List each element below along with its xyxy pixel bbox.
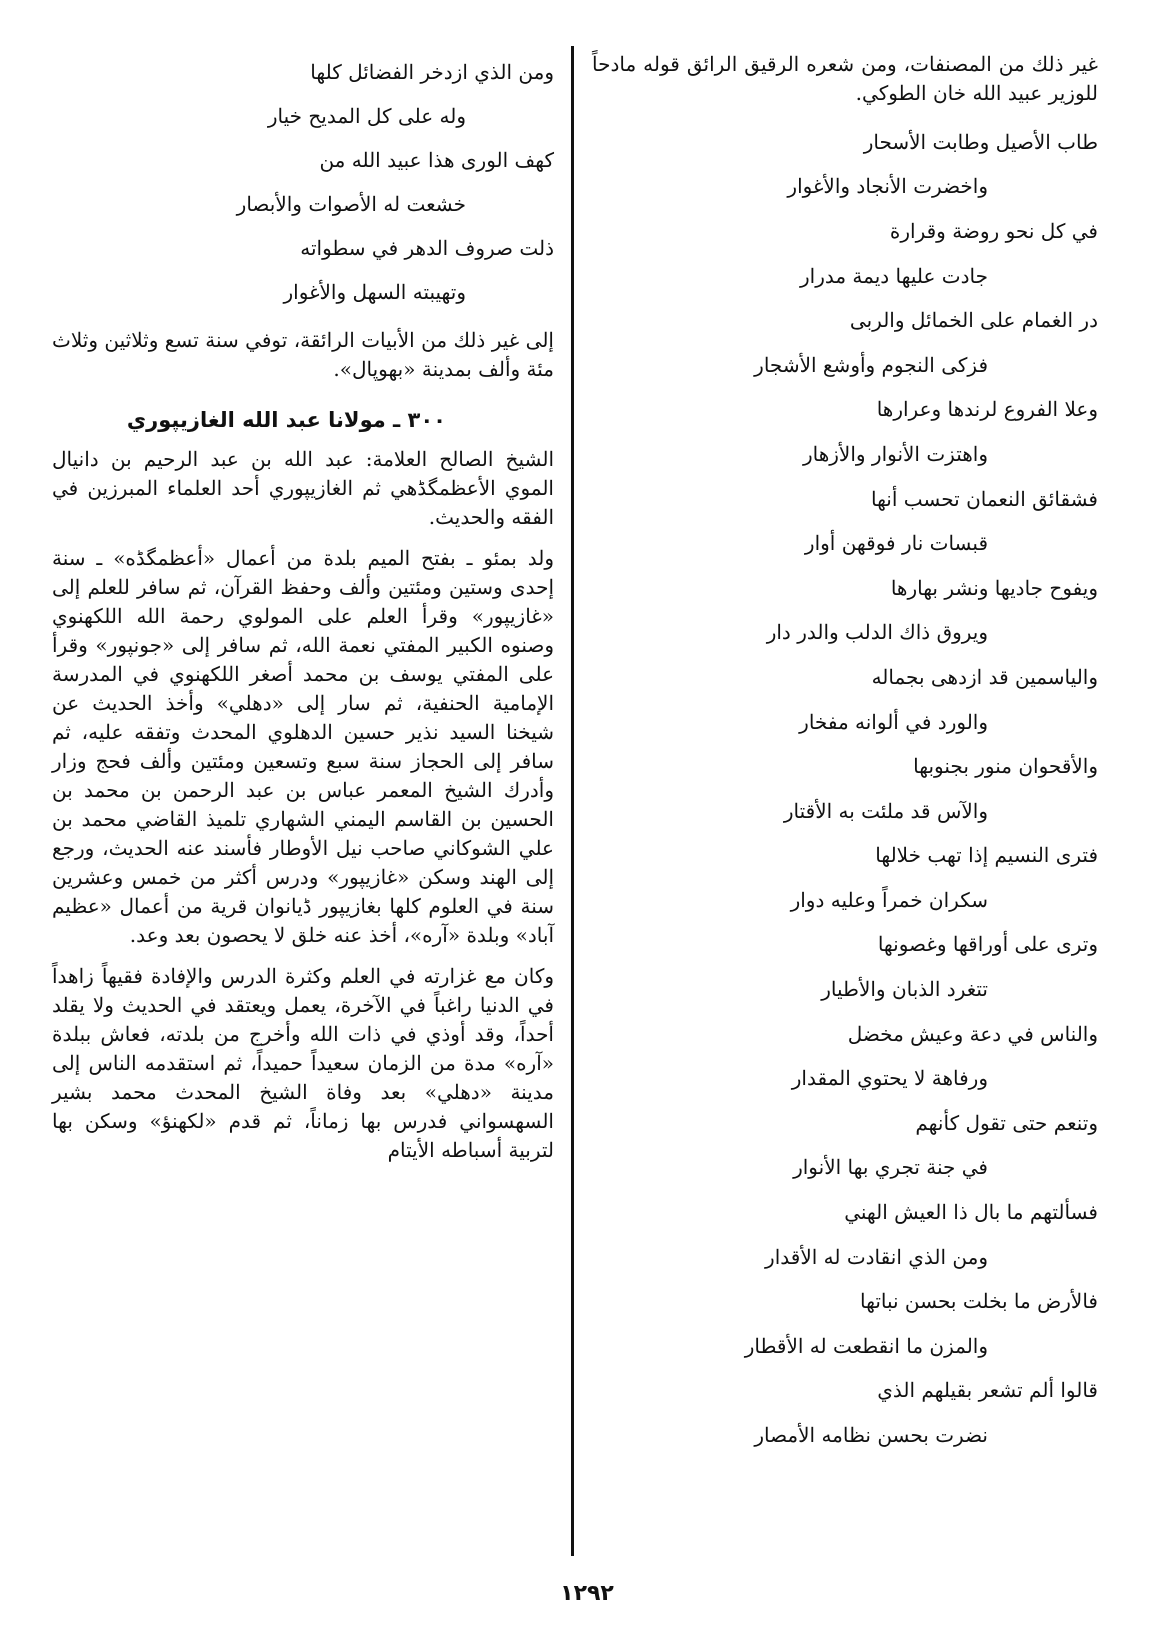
left-poem	[52, 50, 554, 314]
poem-verse: والياسمين قد ازدهى بجماله	[871, 664, 1098, 689]
entry-paragraph: الشيخ الصالح العلامة: عبد الله بن عبد الرحيم بن دانيال الموي الأعظمگڈهي ثم الغازيپوري أحد العلماء المبرزين في الفقه والحديث.	[52, 447, 554, 529]
entry-paragraph: ولد بمئو ـ بفتح الميم بلدة من أعمال «أعظمگڈه» ـ سنة إحدى وستين ومئتين وألف وحفظ القرآن، ثم سافر للعلم إلى «غازيپور» وقرأ العلم على المولوي رحمة الله اللكهنوي وصنوه الكبير المفتي نعمة الله، ثم سافر إلى «جونپور» وقرأ على المفتي يوسف بن محمد أصغر اللكهنوي في المدرسة الإمامية الحنفية، ثم سار إلى «دهلي» وأخذ الحديث عن شيخنا السيد نذير حسين الدهلوي المحدث وتفقه عليه، ثم سافر إلى الحجاز سنة سبع وتسعين ومئتين وألف فحج وزار وأدرك الشيخ المعمر عباس بن عبد الرحمن بن محمد بن الحسين بن القاسم اليمني الشهاري تلميذ القاضي محمد بن علي الشوكاني صاحب نيل الأوطار فأسند عنه الحديث، ورجع إلى الهند وسكن «غازيپور» ودرس أكثر من خمس وعشرين سنة في العلوم كلها بغازيپور ڈيانوان قرية من أعمال «عظيم آباد» وبلدة «آره»، أخذ عنه خلق لا يحصون بعد وعد.	[52, 546, 554, 947]
poem-verse: فشقائق النعمان تحسب أنها	[870, 486, 1098, 511]
column-divider	[571, 46, 574, 1556]
poem-verse: فالأرض ما بخلت بحسن نباتها	[860, 1289, 1098, 1314]
poem-verse: ومن الذي انقادت له الأقدار	[765, 1244, 988, 1269]
poem-verse: ويروق ذاك الدلب والدر دار	[766, 620, 988, 645]
poem-verse: وله على كل المديح خيار	[267, 103, 466, 128]
poem-verse: والمزن ما انقطعت له الأقطار	[744, 1333, 988, 1358]
poem-verse: در الغمام على الخمائل والربى	[849, 308, 1098, 333]
page-number: ١٢٩٢	[560, 1581, 614, 1606]
poem-verse: سكران خمراً وعليه دوار	[790, 887, 988, 912]
poem-verse: فترى النسيم إذا تهب خلالها	[875, 843, 1098, 868]
closing-paragraph: إلى غير ذلك من الأبيات الرائقة، توفي سنة تسع وثلاثين وثلاث مئة وألف بمدينة «بهوپال».	[52, 328, 554, 381]
right-intro-paragraph: غير ذلك من المصنفات، ومن شعره الرقيق الرائق قوله مادحاً للوزير عبيد الله خان الطوكي.	[592, 52, 1098, 105]
poem-verse: ذلت صروف الدهر في سطواته	[300, 235, 554, 260]
poem-verse: قالوا ألم تشعر بقيلهم الذي	[877, 1378, 1098, 1403]
poem-verse: وتنعم حتى تقول كأنهم	[915, 1110, 1098, 1135]
entry-title: ٣٠٠ ـ مولانا عبد الله الغازيپوري	[126, 408, 446, 432]
left-column	[52, 50, 554, 1177]
poem-verse: ورفاهة لا يحتوي المقدار	[791, 1066, 988, 1091]
entry-paragraph: وكان مع غزارته في العلم وكثرة الدرس والإفادة فقيهاً زاهداً في الدنيا راغباً في الآخرة، يعمل ويعتقد في الحديث ولا يقلد أحداً، وقد أوذي في ذات الله وأخرج من بلدته، فعاش ببلدة «آره» مدة من الزمان سعيداً حميداً، ثم استقدمه الناس إلى مدينة «دهلي» بعد وفاة الشيخ المحدث محمد بشير السهسواني فدرس بها زماناً، ثم قدم «لكهنؤ» وسكن بها لتربية أسباطه الأيتام	[52, 964, 554, 1162]
poem-verse: جادت عليها ديمة مدرار	[799, 263, 988, 288]
poem-verse: وتهيبته السهل والأغوار	[283, 279, 466, 304]
right-column	[592, 50, 1098, 1458]
poem-verse: تتغرد الذبان والأطيار	[821, 977, 988, 1002]
poem-verse: فسألتهم ما بال ذا العيش الهني	[844, 1200, 1098, 1225]
poem-verse: واهتزت الأنوار والأزهار	[802, 441, 988, 466]
poem-verse: قبسات نار فوقهن أوار	[804, 531, 988, 556]
poem-verse: وترى على أوراقها وغصونها	[877, 932, 1098, 957]
poem-verse: ومن الذي ازدخر الفضائل كلها	[310, 59, 554, 84]
poem-verse: نضرت بحسن نظامه الأمصار	[754, 1423, 988, 1448]
poem-verse: والأقحوان منور بجنوبها	[913, 754, 1098, 779]
poem-verse: وعلا الفروع لرندها وعرارها	[876, 397, 1098, 422]
poem-verse: واخضرت الأنجاد والأغوار	[787, 174, 988, 199]
poem-verse: فزكى النجوم وأوشع الأشجار	[754, 352, 988, 377]
poem-verse: كهف الورى هذا عبيد الله من	[319, 147, 554, 172]
poem-verse: في جنة تجري بها الأنوار	[793, 1155, 988, 1180]
poem-verse: طاب الأصيل وطابت الأسحار	[863, 129, 1098, 154]
poem-verse: في كل نحو روضة وقرارة	[889, 218, 1098, 243]
poem-verse: والناس في دعة وعيش مخضل	[847, 1021, 1098, 1046]
poem-verse: ويفوح جاديها ونشر بهارها	[890, 575, 1098, 600]
poem-verse: والآس قد ملئت به الأقتار	[783, 798, 988, 823]
poem-verse: والورد في ألوانه مفخار	[799, 709, 988, 734]
right-poem	[592, 120, 1098, 1458]
poem-verse: خشعت له الأصوات والأبصار	[236, 191, 466, 216]
